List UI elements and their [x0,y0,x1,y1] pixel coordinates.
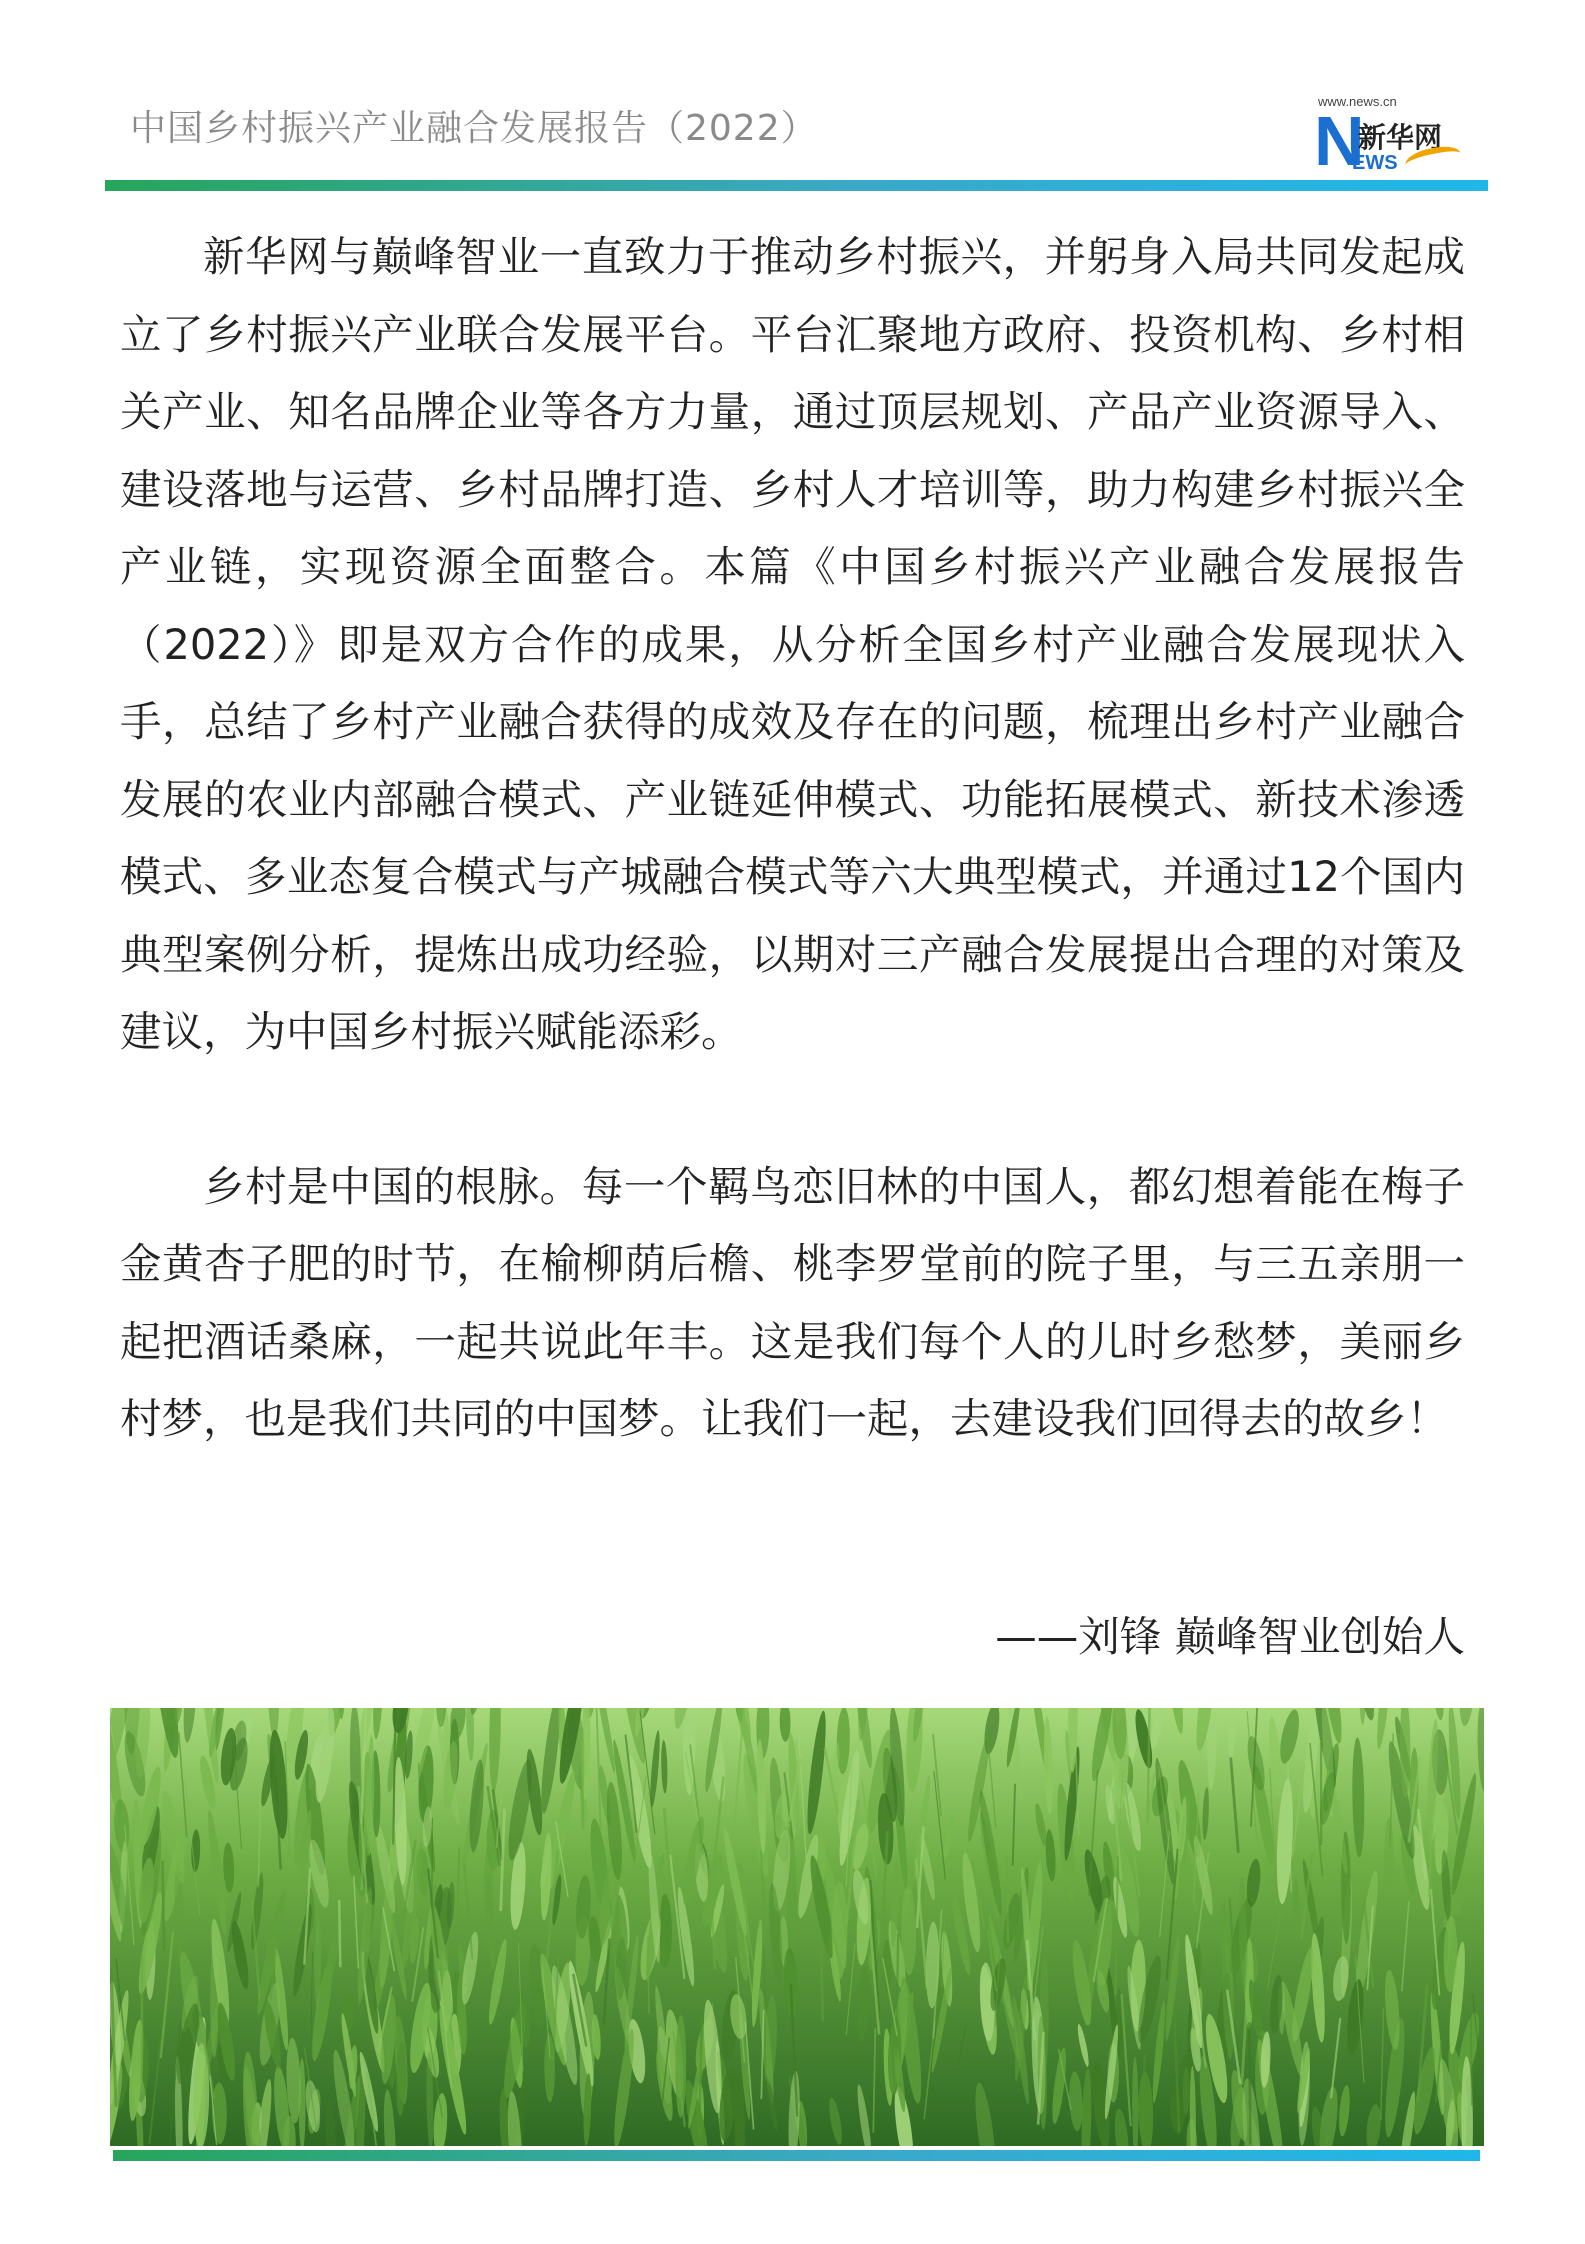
wheat-field-illustration [110,1708,1484,2146]
article-body [120,218,1465,1458]
wheat-field-photo [110,1708,1484,2146]
footer-divider [113,2150,1480,2161]
paragraph-rural-dream: 乡村是中国的根脉。每一个羁鸟恋旧林的中国人，都幻想着能在梅子金黄杏子肥的时节，在榆柳荫后檐、桃李罗堂前的院子里，与三五亲朋一起把酒话桑麻，一起共说此年丰。这是我们每个人的儿时乡愁梦，美丽乡村梦，也是我们共同的中国梦。让我们一起，去建设我们回得去的故乡！ [120,1161,1465,1443]
logo-ews-text: EWS [1352,152,1398,174]
xinhua-news-logo [1310,92,1462,178]
paragraph-intro: 新华网与巅峰智业一直致力于推动乡村振兴，并躬身入局共同发起成立了乡村振兴产业联合发展平台。平台汇聚地方政府、投资机构、乡村相关产业、知名品牌企业等各方力量，通过顶层规划、产品产业资源导入、建设落地与运营、乡村品牌打造、乡村人才培训等，助力构建乡村振兴全产业链，实现资源全面整合。本篇《中国乡村振兴产业融合发展报告（2022）》即是双方合作的成果，从分析全国乡村产业融合发展现状入手，总结了乡村产业融合获得的成效及存在的问题，梳理出乡村产业融合发展的农业内部融合模式、产业链延伸模式、功能拓展模式、新技术渗透模式、多业态复合模式与产城融合模式等六大典型模式，并通过12个国内典型案例分析，提炼出成功经验，以期对三产融合发展提出合理的对策及建议，为中国乡村振兴赋能添彩。 [120,232,1465,1056]
logo-n-letter: N [1314,102,1365,180]
report-header-title: 中国乡村振兴产业融合发展报告（2022） [130,108,818,149]
logo-url-text: www.news.cn [1318,94,1397,109]
logo-name-cn: 新华网 [1358,121,1443,154]
header-divider [105,180,1488,191]
author-signature: ——刘锋 巅峰智业创始人 [995,1612,1465,1661]
